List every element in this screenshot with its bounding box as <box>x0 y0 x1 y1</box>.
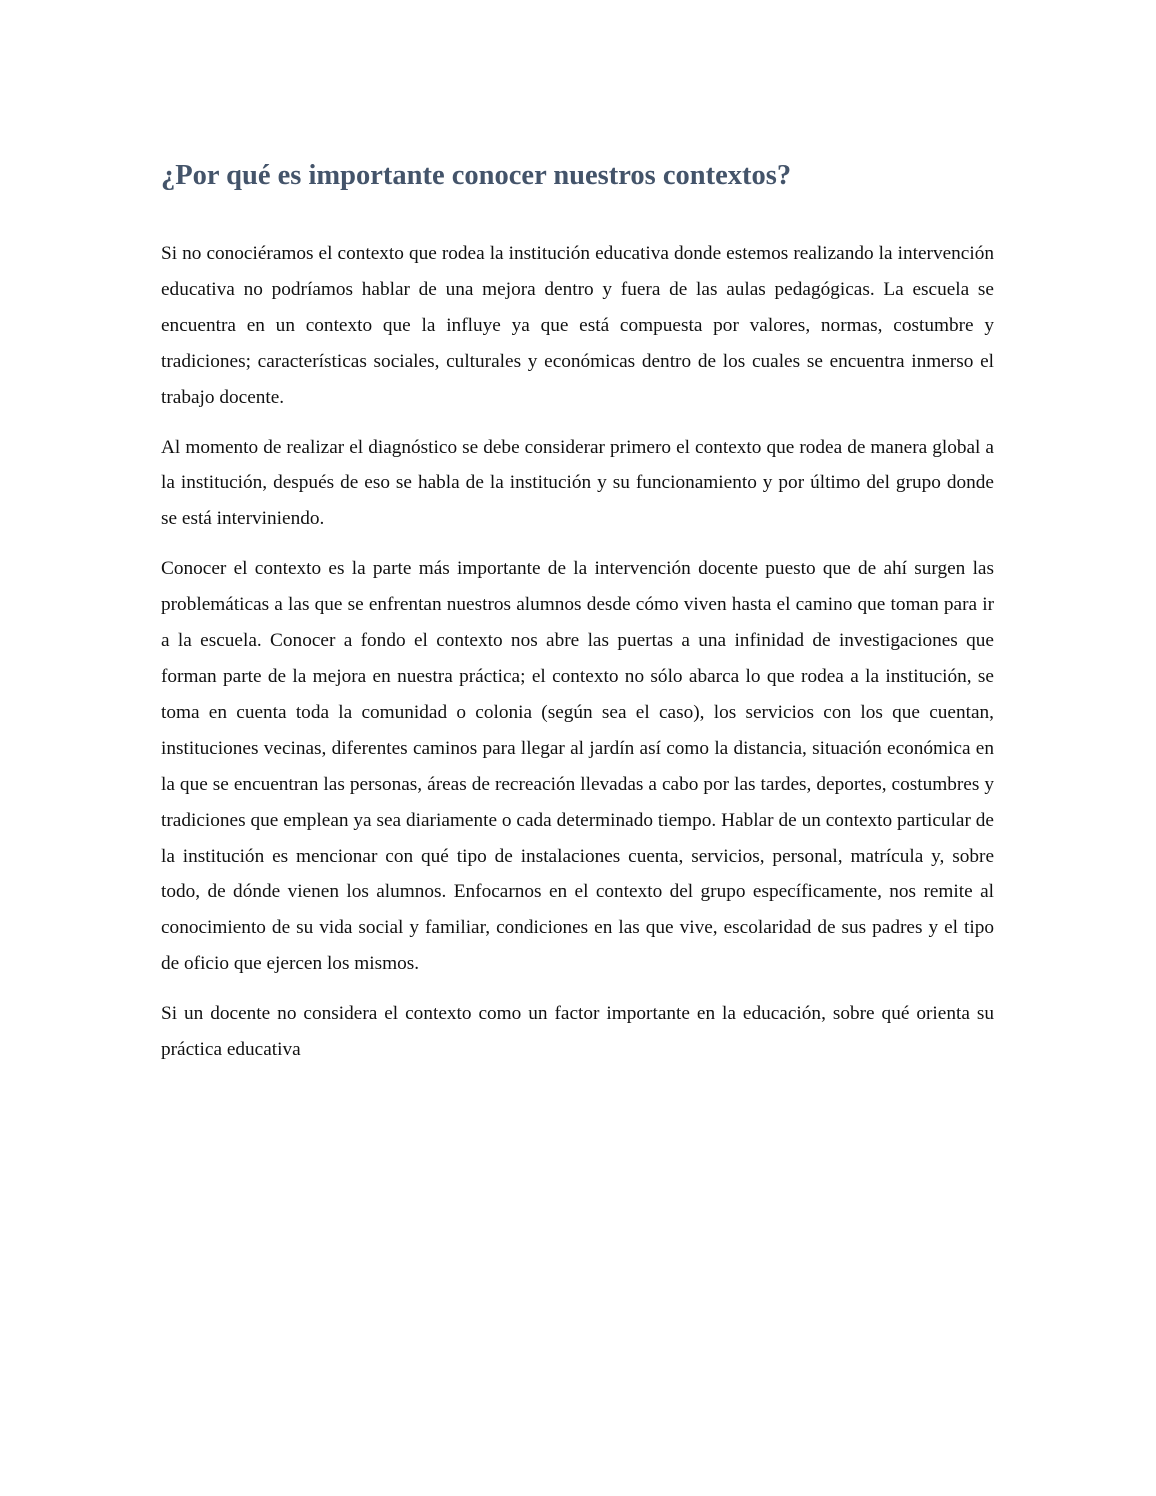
paragraph-context-intro: Si no conociéramos el contexto que rodea la institución educativa donde estemos realizando la intervención educativa no podríamos hablar de una mejora dentro y fuera de las aulas pedagógicas. La escuela se encuentra en un contexto que la influye ya que está compuesta por valores, normas, costumbre y tradiciones; características sociales, culturales y económicas dentro de los cuales se encuentra inmerso el trabajo docente. <box>161 243 994 408</box>
paragraph-diagnosis: Al momento de realizar el diagnóstico se debe considerar primero el contexto que rodea de manera global a la institución, después de eso se habla de la institución y su funcionamiento y por último del grupo donde se está interviniendo. <box>161 436 994 530</box>
document-body <box>161 236 994 1068</box>
document-title: ¿Por qué es importante conocer nuestros contextos? <box>161 160 792 191</box>
paragraph-closing-question: Si un docente no considera el contexto como un factor importante en la educación, sobre qué orienta su práctica educativa <box>161 1003 994 1061</box>
paragraph-knowing-context: Conocer el contexto es la parte más importante de la intervención docente puesto que de ahí surgen las problemáticas a las que se enfrentan nuestros alumnos desde cómo viven hasta el camino que toman para ir a la escuela. Conocer a fondo el contexto nos abre las puertas a una infinidad de investigaciones que forman parte de la mejora en nuestra práctica; el contexto no sólo abarca lo que rodea a la institución, se toma en cuenta toda la comunidad o colonia (según sea el caso), los servicios con los que cuentan, instituciones vecinas, diferentes caminos para llegar al jardín así como la distancia, situación económica en la que se encuentran las personas, áreas de recreación llevadas a cabo por las tardes, deportes, costumbres y tradiciones que emplean ya sea diariamente o cada determinado tiempo. Hablar de un contexto particular de la institución es mencionar con qué tipo de instalaciones cuenta, servicios, personal, matrícula y, sobre todo, de dónde vienen los alumnos. Enfocarnos en el contexto del grupo específicamente, nos remite al conocimiento de su vida social y familiar, condiciones en las que vive, escolaridad de sus padres y el tipo de oficio que ejercen los mismos. <box>161 558 994 975</box>
